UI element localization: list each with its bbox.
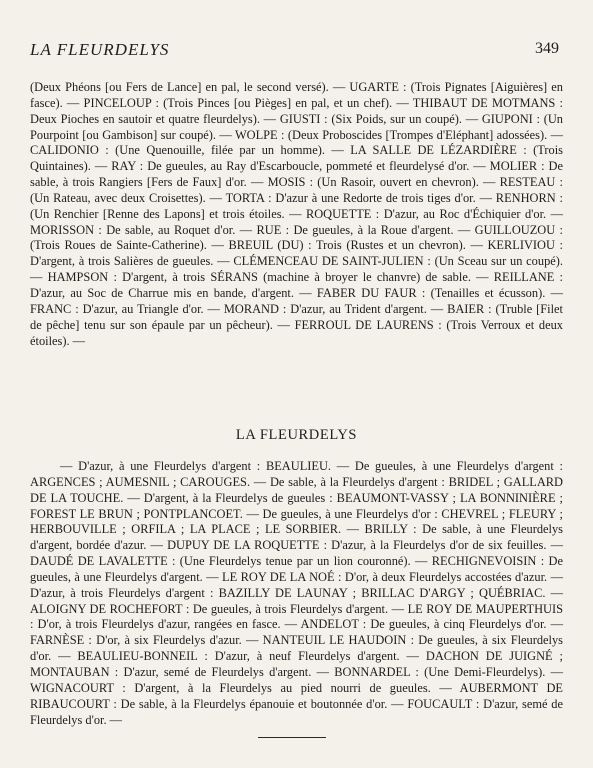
fleurdelys-paragraph: — D'azur, à une Fleurdelys d'argent : BEAULIEU. — De gueules, à une Fleurdelys d'argent : ARGENCES ; AUMESNIL ; CAROUGES. — De sable, à la Fleurdelys d'argent : BRIDEL ; GALLARD DE LA TOUCHE. — D'argent, à la Fleurdelys de gueules : BEAUMONT-VASSY ; LA BONNINIÈRE ; FOREST LE BRUN ; PONTPLANCOET. — De gueules, à une Fleurdelys d'or : CHEVREL ; FLEURY ; HERBOUVILLE ; ORFILA ; LA PLACE ; LE SORBIER. — BRILLY : De sable, à une Fleurdelys d'argent, bordée d'azur. — DUPUY DE LA ROQUETTE : D'azur, à la Fleurdelys d'or de six feuilles. — DAUDÉ DE LAVALETTE : (Une Fleurdelys tenue par un lion couronné). — RECHIGNEVOISIN : De gueules, à une Fleurdelys d'argent. — LE ROY DE LA NOÉ : D'or, à deux Fleurdelys accostées d'azur. — D'azur, à trois Fleurdelys d'argent : BAZILLY DE LAUNAY ; BRILLAC D'ARGY ; QUÉBRIAC. — ALOIGNY DE ROCHEFORT : De gueules, à trois Fleurdelys d'argent. — LE ROY DE MAUPERTHUIS : D'or, à trois Fleurdelys d'azur, rangées en fasce. — ANDELOT : De gueules, à cinq Fleurdelys d'or. — FARNÈSE : D'or, à six Fleurdelys d'azur. — NANTEUIL LE HAUDOIN : De gueules, à six Fleurdelys d'or. — BEAULIEU-BONNEIL : D'azur, à neuf Fleurdelys d'argent. — DACHON DE JUIGNÉ ; MONTAUBAN : D'azur, semé de Fleurdelys d'argent. — BONNARDEL : (Une Demi-Fleurdelys). — WIGNACOURT : D'argent, à la Fleurdelys au pied nourri de gueules. — AUBERMONT DE RIBAUCOURT : De sable, à la Fleurdelys épanouie et boutonnée d'or. — FOUCAULT : D'azur, semé de Fleurdelys d'or. — [30,459,563,727]
continuation-paragraph: (Deux Phéons [ou Fers de Lance] en pal, le second versé). — UGARTE : (Trois Pignates [Aiguières] en fasce). — PINCELOUP : (Trois Pinces [ou Pièges] en pal, et un chef). — THIBAUT DE MOTMANS : Deux Pioches en sautoir et quatre fleurdelys). — GIUSTI : (Six Poids, sur un coupé). — GIUPONI : (Un Pourpoint [ou Gambison] sur coupé). — WOLPE : (Deux Proboscides [Trompes d'Eléphant] adossées). — CALIDONIO : (Une Quenouille, filée par un homme). — LA SALLE DE LÉZARDIÈRE : (Trois Quintaines). — RAY : De gueules, au Ray d'Escarboucle, pommeté et fleurdelysé d'or. — MOLIER : De sable, à trois Rangiers [Fers de Faux] d'or. — MOSIS : (Un Rasoir, ouvert en chevron). — RESTEAU : (Un Rateau, avec deux Croisettes). — TORTA : D'azur à une Redorte de trois tiges d'or. — RENHORN : (Un Renchier [Renne des Lapons] et trois étoiles. — ROQUETTE : D'azur, au Roc d'Échiquier d'or. — MORISSON : De sable, au Roquet d'or. — RUE : De gueules, à la Roue d'argent. — GUILLOUZOU : (Trois Roues de Sainte-Catherine). — BREUIL (DU) : Trois (Rustes et un chevron). — KERLIVIOU : D'argent, à trois Salières de gueules. — CLÉMENCEAU DE SAINT-JULIEN : (Un Sceau sur un coupé). — HAMPSON : D'argent, à trois SÉRANS (machine à broyer le chanvre) de sable. — REILLANE : D'azur, au Soc de Charrue mis en bande, d'argent. — FABER DU FAUR : (Tenailles et écusson). — FRANC : D'azur, au Triangle d'or. — MORAND : D'azur, au Trident d'argent. — BAIER : (Truble [Filet de pêche] tenu sur son épaule par un pêcheur). — FERROUL DE LAURENS : (Trois Verroux et deux étoiles). — [30,80,563,348]
page-number: 349 [535,40,559,57]
section-heading: LA FLEURDELYS [235,427,358,443]
end-rule [258,737,326,738]
running-title: LA FLEURDELYS [30,40,170,59]
running-head [30,40,559,62]
